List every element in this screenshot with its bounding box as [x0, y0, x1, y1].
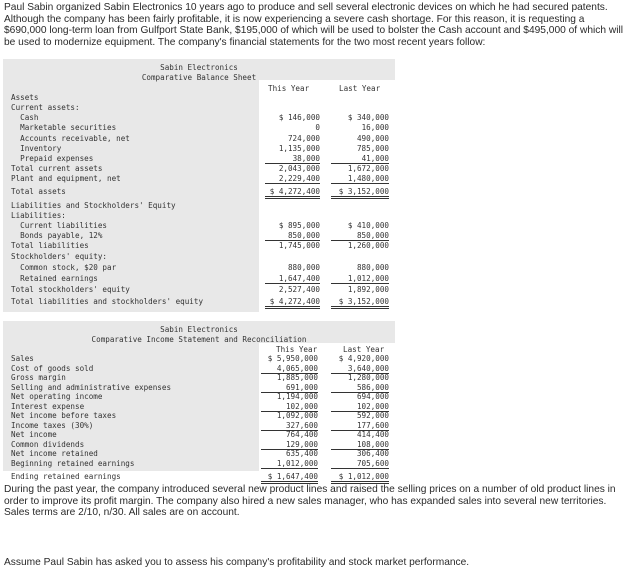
row-value-last-year: $ 410,000	[347, 221, 389, 230]
row-value-last-year: 705,600	[331, 459, 389, 469]
balance-sheet	[3, 59, 395, 312]
row-value-last-year: 1,480,000	[331, 174, 389, 184]
row-label: Inventory	[11, 144, 62, 153]
row-value-this-year: 635,400	[285, 449, 318, 458]
row-value-this-year: $ 5,950,000	[267, 354, 318, 363]
row-label: Total assets	[11, 187, 66, 196]
row-label: Assets	[11, 93, 39, 102]
balance-sheet-title: Sabin Electronics	[160, 63, 238, 72]
row-value-this-year: 1,885,000	[276, 373, 318, 382]
row-value-this-year: 102,000	[261, 402, 318, 412]
row-label: Liabilities and Stockholders' Equity	[11, 201, 176, 210]
row-value-last-year: 785,000	[356, 144, 389, 153]
row-value-this-year: $ 146,000	[278, 113, 320, 122]
row-label: Total liabilities and stockholders' equity	[11, 297, 204, 306]
balance-sheet-subtitle: Comparative Balance Sheet	[141, 73, 257, 82]
row-value-last-year: $ 3,152,000	[331, 187, 389, 199]
income-statement	[3, 321, 395, 481]
row-value-this-year: 880,000	[287, 263, 320, 272]
row-value-last-year: 694,000	[356, 392, 389, 401]
row-label: Net income	[11, 430, 57, 439]
row-label: Beginning retained earnings	[11, 459, 135, 468]
row-label: Income taxes (30%)	[11, 421, 94, 430]
row-label: Total current assets	[11, 164, 103, 173]
row-label: Selling and administrative expenses	[11, 383, 172, 392]
row-value-last-year: 3,640,000	[331, 364, 389, 374]
row-value-this-year: 2,527,400	[278, 285, 320, 294]
row-value-last-year: 592,000	[356, 411, 389, 420]
row-value-this-year: 1,092,000	[276, 411, 318, 420]
row-value-last-year: 586,000	[331, 383, 389, 393]
row-value-last-year: 850,000	[331, 231, 389, 241]
row-label: Stockholders' equity:	[11, 252, 108, 261]
row-value-this-year: $ 1,647,400	[261, 472, 318, 484]
row-value-last-year: 490,000	[356, 134, 389, 143]
row-label: Bonds payable, 12%	[11, 231, 103, 240]
row-value-last-year: 414,400	[356, 430, 389, 439]
income-statement-subtitle: Comparative Income Statement and Reconciliation	[91, 335, 307, 344]
row-value-last-year: 108,000	[331, 440, 389, 450]
row-label: Net operating income	[11, 392, 103, 401]
row-value-this-year: 2,229,400	[265, 174, 320, 184]
row-label: Liabilities:	[11, 211, 66, 220]
row-value-this-year: 691,000	[261, 383, 318, 393]
row-label: Cost of goods sold	[11, 364, 94, 373]
row-value-last-year: 1,892,000	[347, 285, 389, 294]
bs-col-last-year: Last Year	[339, 84, 381, 93]
context-paragraph: During the past year, the company introduced several new product lines and raised the selling prices on a number of old product lines in order to improve its profit margin. The company also hired a new sales manager, who has expanded sales into several new territories. Sales terms are 2/10, n/30. All sales are on account.	[4, 484, 616, 518]
row-value-last-year: 41,000	[331, 154, 389, 164]
row-label: Net income before taxes	[11, 411, 117, 420]
row-label: Ending retained earnings	[11, 472, 121, 481]
row-label: Common dividends	[11, 440, 85, 449]
row-label: Prepaid expenses	[11, 154, 94, 163]
assignment-paragraph: Assume Paul Sabin has asked you to assess his company's profitability and stock market performance.	[4, 557, 470, 568]
row-value-last-year: 1,012,000	[331, 274, 389, 284]
row-label: Interest expense	[11, 402, 85, 411]
row-label: Sales	[11, 354, 34, 363]
row-label: Total liabilities	[11, 241, 89, 250]
row-label: Gross margin	[11, 373, 66, 382]
is-col-last-year: Last Year	[343, 345, 385, 354]
row-value-last-year: 16,000	[361, 123, 389, 132]
row-value-this-year: $ 4,272,400	[265, 297, 320, 309]
row-label: Cash	[11, 113, 39, 122]
is-col-this-year: This Year	[276, 345, 318, 354]
row-value-this-year: 38,000	[265, 154, 320, 164]
row-value-this-year: 327,600	[261, 421, 318, 431]
row-value-last-year: 1,280,000	[347, 373, 389, 382]
row-value-this-year: 0	[315, 123, 320, 132]
row-value-last-year: 1,260,000	[347, 241, 389, 250]
row-label: Retained earnings	[11, 274, 98, 283]
row-value-last-year: $ 3,152,000	[331, 297, 389, 309]
row-value-last-year: 880,000	[356, 263, 389, 272]
row-label: Marketable securities	[11, 123, 117, 132]
row-value-last-year: $ 1,012,000	[331, 472, 389, 484]
row-label: Plant and equipment, net	[11, 174, 121, 183]
income-statement-title: Sabin Electronics	[160, 325, 238, 334]
row-value-this-year: 850,000	[265, 231, 320, 241]
row-value-this-year: 1,135,000	[278, 144, 320, 153]
row-label: Current assets:	[11, 103, 80, 112]
row-value-this-year: 1,647,400	[265, 274, 320, 284]
row-value-last-year: $ 340,000	[347, 113, 389, 122]
row-value-this-year: 1,745,000	[278, 241, 320, 250]
bs-col-this-year: This Year	[268, 84, 310, 93]
row-label: Total stockholders' equity	[11, 285, 130, 294]
row-value-this-year: 129,000	[261, 440, 318, 450]
row-value-this-year: 1,194,000	[276, 392, 318, 401]
row-value-this-year: $ 895,000	[278, 221, 320, 230]
row-value-last-year: 177,600	[331, 421, 389, 431]
row-value-this-year: 764,400	[285, 430, 318, 439]
row-value-last-year: 306,400	[356, 449, 389, 458]
row-label: Common stock, $20 par	[11, 263, 117, 272]
row-value-this-year: 724,000	[287, 134, 320, 143]
row-value-last-year: $ 4,920,000	[338, 354, 389, 363]
row-value-last-year: 102,000	[331, 402, 389, 412]
row-label: Accounts receivable, net	[11, 134, 130, 143]
row-value-this-year: $ 4,272,400	[265, 187, 320, 199]
row-value-last-year: 1,672,000	[347, 164, 389, 173]
row-value-this-year: 2,043,000	[278, 164, 320, 173]
intro-paragraph: Paul Sabin organized Sabin Electronics 10 years ago to produce and sell several electronic devices on which he had secured patents. Although the company has been fairly profitable, it is now experiencing a severe cash shortage. For this reason, it is requesting a $690,000 long-term loan from Gulfport State Bank, $195,000 of which will be used to bolster the Cash account and $495,000 of which will be used to modernize equipment. The company's financial statements for the two most recent years follow:	[4, 2, 623, 48]
row-label: Net income retained	[11, 449, 98, 458]
row-value-this-year: 4,065,000	[261, 364, 318, 374]
row-label: Current liabilities	[11, 221, 108, 230]
row-value-this-year: 1,012,000	[261, 459, 318, 469]
